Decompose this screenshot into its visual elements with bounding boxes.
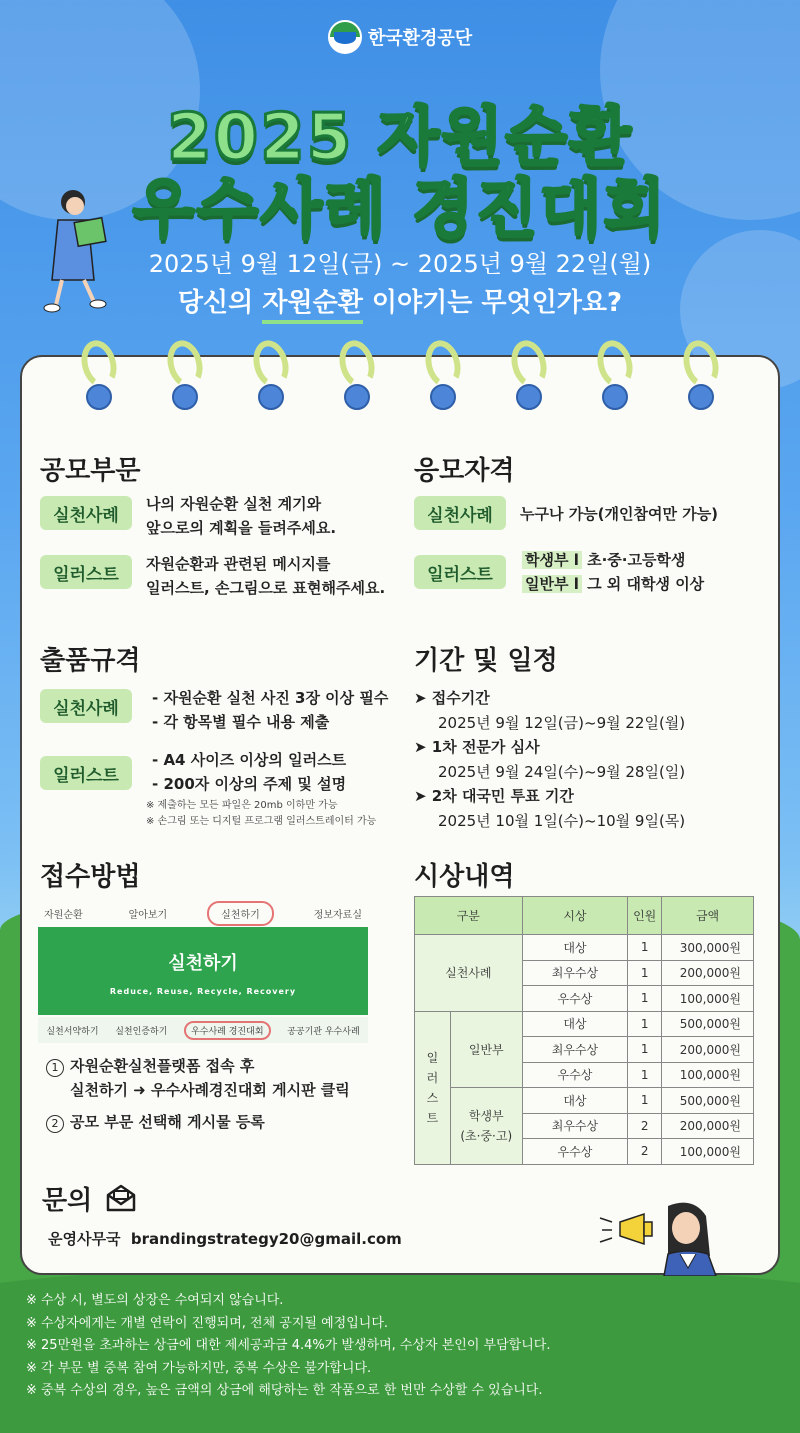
general-label: 일반부 l <box>522 575 582 593</box>
cell-award: 대상 <box>522 1088 628 1114</box>
schedule-date: 2025년 9월 24일(수)~9월 28일(일) <box>438 762 686 781</box>
eligibility-practice-text: 누구나 가능(개인참여만 가능) <box>520 505 719 523</box>
table-row <box>415 935 754 961</box>
cell-amount: 300,000원 <box>662 935 754 961</box>
org-logo-icon <box>328 20 362 54</box>
banner-subtitle: Reduce, Reuse, Recycle, Recovery <box>109 987 297 996</box>
step-number-icon: 2 <box>46 1115 64 1133</box>
student-text: 초·중·고등학생 <box>587 551 686 569</box>
cell-award: 최우수상 <box>522 960 628 986</box>
tag-illustration: 일러스트 <box>40 555 132 589</box>
cell-count: 2 <box>628 1139 662 1165</box>
row-group-student: 학생부 (초·중·고) <box>450 1088 522 1165</box>
subtitle-part: 당신의 <box>177 288 254 318</box>
table-row <box>415 1011 754 1037</box>
subtab-pledge[interactable]: 실천서약하기 <box>46 1026 99 1037</box>
event-dates: 2025년 9월 12일(금) ~ 2025년 9월 22일(월) <box>148 250 652 278</box>
ring <box>506 340 550 410</box>
cell-award: 우수상 <box>522 986 628 1012</box>
section-title-prizes: 시상내역 <box>414 862 515 892</box>
prize-table <box>414 896 754 1165</box>
row-group-practice: 실천사례 <box>415 935 523 1012</box>
cell-count: 2 <box>628 1113 662 1139</box>
spec-line: - 자원순환 실천 사진 3장 이상 필수 <box>152 689 389 707</box>
section-title-schedule: 기간 및 일정 <box>414 646 558 676</box>
desc-line: 자원순환과 관련된 메시지를 <box>146 555 331 573</box>
schedule-label: ➤ 접수기간 <box>414 689 490 707</box>
footnote: ※ 수상 시, 별도의 상장은 수여되지 않습니다. <box>26 1293 284 1308</box>
contact-info <box>48 1228 402 1249</box>
header-amount: 금액 <box>662 897 754 935</box>
subtab-contest[interactable]: 우수사례 경진대회 <box>184 1021 270 1040</box>
category-illust-desc <box>146 552 385 600</box>
footnote: ※ 중복 수상의 경우, 높은 금액의 상금에 해당하는 한 작품으로 한 번만 수상할 수 있습니다. <box>26 1383 543 1398</box>
student-label: 학생부 l <box>522 551 582 569</box>
tab-learn[interactable]: 알아보기 <box>128 909 168 921</box>
table-row <box>415 1088 754 1114</box>
step-number-icon: 1 <box>46 1059 64 1077</box>
ring <box>76 340 120 410</box>
subtab-certify[interactable]: 실천인증하기 <box>115 1026 168 1037</box>
footnote: ※ 25만원을 초과하는 상금에 대한 제세공과금 4.4%가 발생하며, 수상자 본인이 부담합니다. <box>26 1338 551 1353</box>
tag-illustration: 일러스트 <box>414 555 506 589</box>
spec-practice-desc <box>152 686 388 734</box>
table-header-row <box>415 897 754 935</box>
desc-line: 일러스트, 손그림으로 표현해주세요. <box>146 579 386 597</box>
section-title-category: 공모부문 <box>40 456 141 486</box>
girl-with-notebook-illustration <box>28 180 118 320</box>
cell-count: 1 <box>628 935 662 961</box>
cell-award: 대상 <box>522 935 628 961</box>
desc-line: 나의 자원순환 실천 계기와 <box>146 495 322 513</box>
spec-note <box>146 798 376 830</box>
eligibility-illust-text <box>522 548 704 596</box>
platform-tabs <box>38 900 368 926</box>
cell-amount: 100,000원 <box>662 1062 754 1088</box>
step-text: 자원순환실천플랫폼 접속 후 <box>70 1057 255 1075</box>
banner-title: 실천하기 <box>168 953 238 974</box>
spec-note-line: ※ 제출하는 모든 파일은 20mb 이하만 가능 <box>146 800 338 811</box>
cell-count: 1 <box>628 1037 662 1063</box>
row-group-general: 일반부 <box>450 1011 522 1088</box>
ring <box>334 340 378 410</box>
spec-note-line: ※ 손그림 또는 디지털 프로그램 일러스트레이터 가능 <box>146 816 377 827</box>
cell-amount: 500,000원 <box>662 1011 754 1037</box>
tag-practice: 실천사례 <box>40 689 132 723</box>
cell-count: 1 <box>628 960 662 986</box>
cell-amount: 200,000원 <box>662 1113 754 1139</box>
subtitle-part: 이야기는 무엇인가요? <box>371 288 623 318</box>
step-1 <box>46 1054 350 1102</box>
section-title-howto: 접수방법 <box>40 862 141 892</box>
cell-count: 1 <box>628 1011 662 1037</box>
step-2 <box>46 1110 265 1134</box>
section-title-spec: 출품규격 <box>40 646 141 676</box>
spec-line: - 200자 이상의 주제 및 설명 <box>152 775 347 793</box>
footnotes <box>26 1290 550 1403</box>
spec-line: - A4 사이즈 이상의 일러스트 <box>152 751 347 769</box>
cell-award: 최우수상 <box>522 1037 628 1063</box>
cell-amount: 200,000원 <box>662 1037 754 1063</box>
tab-archive[interactable]: 정보자료실 <box>313 909 362 921</box>
step-text: 공모 부문 선택해 게시물 등록 <box>70 1113 265 1131</box>
row-group-illust: 일 러 스 트 <box>415 1011 451 1164</box>
contact-title: 문의 <box>42 1186 93 1216</box>
cell-amount: 100,000원 <box>662 1139 754 1165</box>
woman-megaphone-illustration <box>598 1196 728 1276</box>
cell-amount: 100,000원 <box>662 986 754 1012</box>
schedule-label: ➤ 2차 대국민 투표 기간 <box>414 787 574 805</box>
cell-award: 최우수상 <box>522 1113 628 1139</box>
ring <box>162 340 206 410</box>
tag-practice: 실천사례 <box>40 496 132 530</box>
schedule-label: ➤ 1차 전문가 심사 <box>414 738 540 756</box>
cell-award: 우수상 <box>522 1062 628 1088</box>
subtitle-highlight: 자원순환 <box>262 288 362 324</box>
spec-line: - 각 항목별 필수 내용 제출 <box>152 713 330 731</box>
section-title-eligibility: 응모자격 <box>414 456 515 486</box>
step-text: 실천하기 ➜ 우수사례경진대회 게시판 클릭 <box>70 1081 350 1099</box>
footnote: ※ 수상자에게는 개별 연락이 진행되며, 전체 공지될 예정입니다. <box>26 1315 389 1331</box>
org-logo <box>0 20 800 54</box>
footnote: ※ 각 부문 별 중복 참여 가능하지만, 중복 수상은 불가합니다. <box>26 1360 372 1376</box>
schedule-date: 2025년 10월 1일(수)~10월 9일(목) <box>438 811 686 830</box>
tag-illustration: 일러스트 <box>40 756 132 790</box>
platform-banner <box>38 927 368 1015</box>
tab-resource[interactable]: 자원순환 <box>44 909 83 921</box>
ring <box>248 340 292 410</box>
header-count: 인원 <box>628 897 662 935</box>
subtitle-question <box>0 282 800 319</box>
category-practice-desc <box>146 492 336 540</box>
tag-practice: 실천사례 <box>414 496 506 530</box>
schedule-date: 2025년 9월 12일(금)~9월 22일(월) <box>438 713 686 732</box>
cell-amount: 200,000원 <box>662 960 754 986</box>
main-title-line2: 우수사례 경진대회 <box>132 173 668 247</box>
header-category: 구분 <box>415 897 523 935</box>
cell-award: 우수상 <box>522 1139 628 1165</box>
desc-line: 앞으로의 계획을 들려주세요. <box>146 519 337 537</box>
tab-practice[interactable]: 실천하기 <box>207 901 274 926</box>
general-text: 그 외 대학생 이상 <box>587 575 705 593</box>
cell-count: 1 <box>628 1088 662 1114</box>
platform-subtabs <box>38 1017 368 1043</box>
contact-label: 운영사무국 <box>48 1230 121 1248</box>
cell-count: 1 <box>628 986 662 1012</box>
cell-count: 1 <box>628 1062 662 1088</box>
ring <box>592 340 636 410</box>
subtab-public[interactable]: 공공기관 우수사례 <box>287 1026 360 1037</box>
notepad-rings <box>0 340 800 420</box>
schedule-list <box>414 686 685 833</box>
cell-award: 대상 <box>522 1011 628 1037</box>
spec-illust-desc <box>152 748 346 796</box>
section-title-contact <box>42 1180 137 1217</box>
org-name: 한국환경공단 <box>367 28 473 49</box>
contact-email[interactable]: brandingstrategy20@gmail.com <box>130 1230 402 1248</box>
mail-icon <box>105 1183 137 1213</box>
ring <box>420 340 464 410</box>
ring <box>678 340 722 410</box>
main-title-line1: 2025 자원순환 <box>167 101 633 175</box>
cell-amount: 500,000원 <box>662 1088 754 1114</box>
header-award: 시상 <box>522 897 628 935</box>
